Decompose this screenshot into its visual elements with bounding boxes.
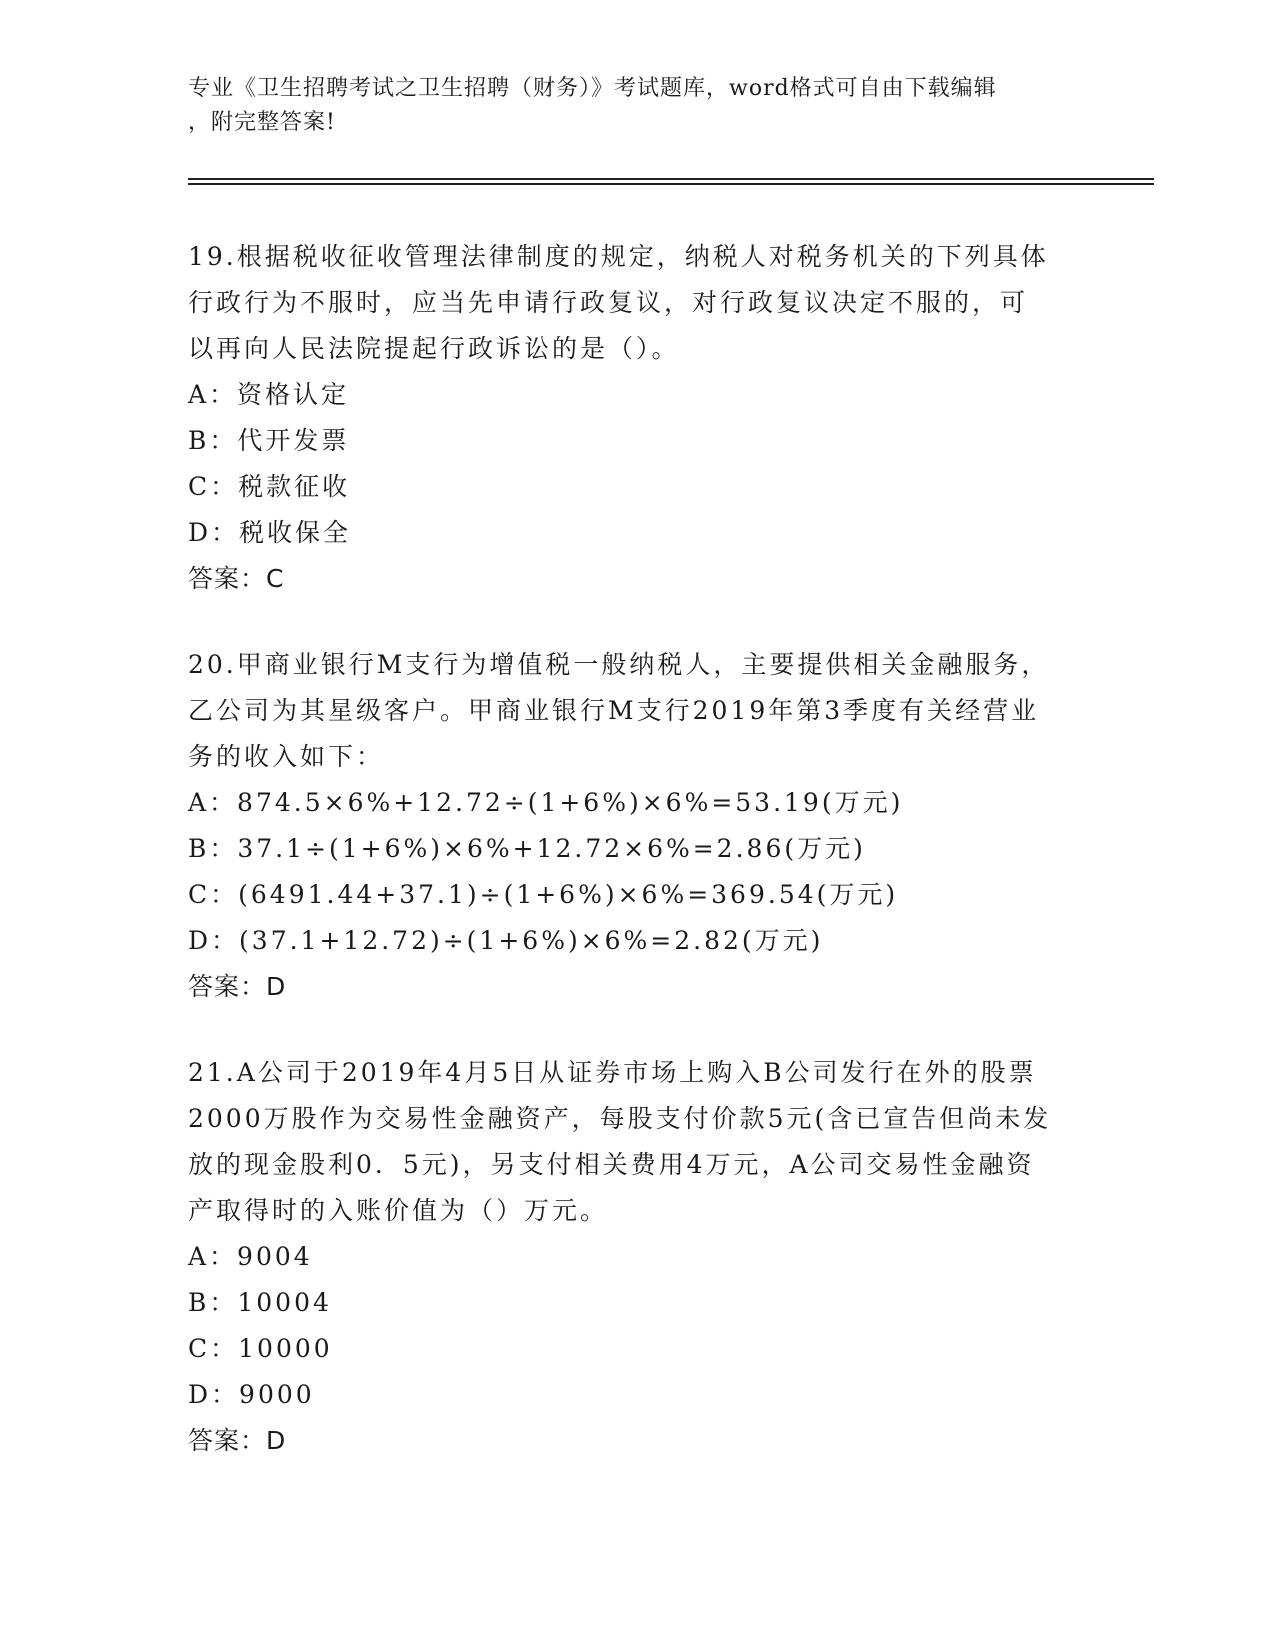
- question-text-line: 务的收入如下：: [188, 742, 385, 771]
- document-header: [188, 72, 1088, 140]
- question-19: [188, 234, 1088, 602]
- question-text-line: 放的现金股利0．5元)，另支付相关费用4万元，A公司交易性金融资: [188, 1150, 1035, 1179]
- option-d: D：(37.1+12.72)÷(1+6%)×6%=2.82(万元): [188, 926, 824, 955]
- option-c: C：10000: [188, 1334, 333, 1363]
- question-text-line: 20.甲商业银行M支行为增值税一般纳税人，主要提供相关金融服务，: [188, 650, 1050, 679]
- option-a: A：9004: [188, 1242, 313, 1271]
- header-divider-bottom: [188, 183, 1154, 185]
- answer: 答案：D: [188, 972, 287, 1001]
- question-text-line: 21.A公司于2019年4月5日从证券市场上购入B公司发行在外的股票: [188, 1058, 1037, 1087]
- header-divider-top: [188, 178, 1154, 180]
- option-a: A：资格认定: [188, 380, 350, 409]
- option-b: B：代开发票: [188, 426, 350, 455]
- option-a: A：874.5×6%+12.72÷(1+6%)×6%=53.19(万元): [188, 788, 904, 817]
- question-text-line: 产取得时的入账价值为（）万元。: [188, 1196, 609, 1225]
- answer: 答案：D: [188, 1426, 287, 1455]
- header-line-1: 专业《卫生招聘考试之卫生招聘（财务）》考试题库，word格式可自由下载编辑: [188, 76, 997, 101]
- option-c: C：(6491.44+37.1)÷(1+6%)×6%=369.54(万元): [188, 880, 899, 909]
- question-text-line: 以再向人民法院提起行政诉讼的是（）。: [188, 334, 680, 363]
- option-b: B：10004: [188, 1288, 332, 1317]
- question-20: [188, 642, 1088, 1010]
- header-line-2: ，附完整答案!: [188, 110, 336, 135]
- answer: 答案：C: [188, 564, 285, 593]
- option-b: B：37.1÷(1+6%)×6%+12.72×6%=2.86(万元): [188, 834, 866, 863]
- question-text-line: 2000万股作为交易性金融资产，每股支付价款5元(含已宣告但尚未发: [188, 1104, 1052, 1133]
- option-c: C：税款征收: [188, 472, 351, 501]
- question-21: [188, 1050, 1088, 1464]
- question-text-line: 乙公司为其星级客户。甲商业银行M支行2019年第3季度有关经营业: [188, 696, 1040, 725]
- option-d: D：税收保全: [188, 518, 352, 547]
- option-d: D：9000: [188, 1380, 315, 1409]
- question-text-line: 行政行为不服时，应当先申请行政复议，对行政复议决定不服的，可: [188, 288, 1029, 317]
- question-text-line: 19.根据税收征收管理法律制度的规定，纳税人对税务机关的下列具体: [188, 242, 1049, 271]
